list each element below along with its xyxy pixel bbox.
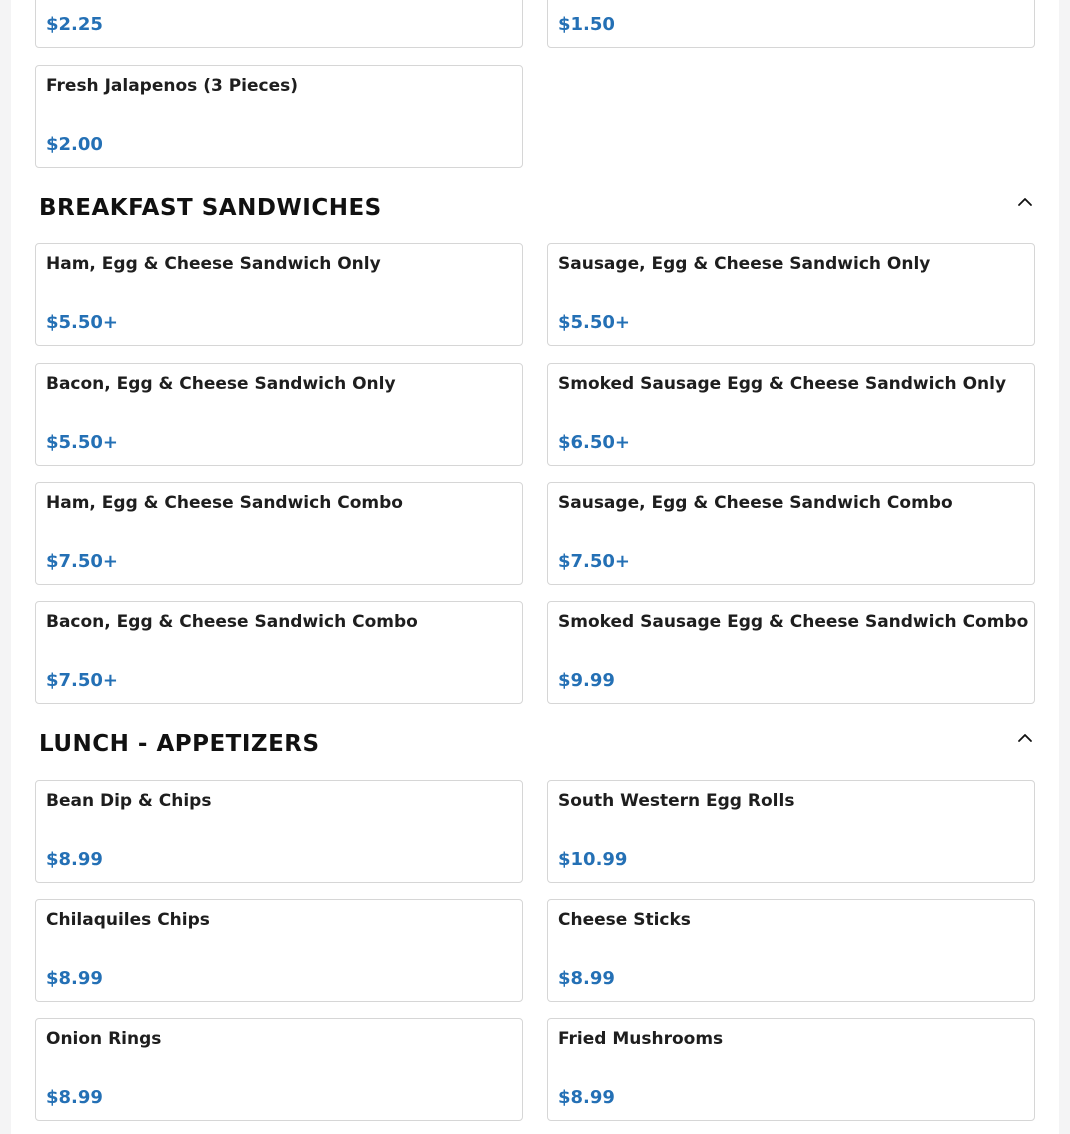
menu-item-name: Cheese Sticks	[558, 910, 691, 930]
menu-item-name: Smoked Sausage Egg & Cheese Sandwich Combo	[558, 612, 1029, 632]
menu-item-price: $7.50+	[46, 551, 119, 572]
menu-item-price: $9.99	[558, 670, 615, 691]
section-title: LUNCH - APPETIZERS	[39, 731, 320, 757]
chevron-up-icon	[1017, 733, 1033, 743]
menu-item-price: $7.50+	[46, 670, 119, 691]
menu-item-card[interactable]	[35, 899, 523, 1002]
menu-item-price: $8.99	[46, 968, 103, 989]
menu-item-name: Fried Mushrooms	[558, 1029, 724, 1049]
menu-item-name: Ham, Egg & Cheese Sandwich Only	[46, 254, 381, 274]
menu-item-name: Ham, Egg & Cheese Sandwich Combo	[46, 493, 403, 513]
menu-item-card[interactable]	[547, 363, 1035, 466]
menu-item-card[interactable]	[35, 601, 523, 704]
menu-item-name: Sausage, Egg & Cheese Sandwich Only	[558, 254, 931, 274]
section-collapse-button[interactable]	[1014, 727, 1036, 749]
menu-item-price: $5.50+	[46, 312, 119, 333]
menu-item-name: Onion Rings	[46, 1029, 162, 1049]
menu-item-price: $8.99	[46, 1087, 103, 1108]
menu-item-price: $2.25	[46, 14, 103, 35]
menu-item-card[interactable]	[35, 0, 523, 48]
menu-item-price: $1.50	[558, 14, 615, 35]
menu-item-card[interactable]	[35, 65, 523, 168]
menu-item-card[interactable]	[547, 601, 1035, 704]
menu-item-name: Smoked Sausage Egg & Cheese Sandwich Only	[558, 374, 1007, 394]
menu-item-price: $8.99	[46, 849, 103, 870]
menu-item-price: $6.50+	[558, 432, 631, 453]
menu-item-name: Sausage, Egg & Cheese Sandwich Combo	[558, 493, 953, 513]
menu-item-name: Bacon, Egg & Cheese Sandwich Only	[46, 374, 396, 394]
menu-item-name: Fresh Jalapenos (3 Pieces)	[46, 76, 299, 96]
menu-item-name: South Western Egg Rolls	[558, 791, 795, 811]
menu-item-card[interactable]	[547, 1018, 1035, 1121]
menu-item-price: $8.99	[558, 968, 615, 989]
chevron-up-icon	[1017, 197, 1033, 207]
section-title: BREAKFAST SANDWICHES	[39, 195, 382, 221]
menu-page	[11, 0, 1059, 1134]
menu-item-price: $8.99	[558, 1087, 615, 1108]
menu-item-price: $7.50+	[558, 551, 631, 572]
menu-item-name: Bean Dip & Chips	[46, 791, 212, 811]
menu-item-card[interactable]	[35, 780, 523, 883]
menu-item-price: $5.50+	[46, 432, 119, 453]
menu-item-price: $2.00	[46, 134, 103, 155]
menu-item-card[interactable]	[547, 482, 1035, 585]
menu-item-card[interactable]	[35, 482, 523, 585]
menu-item-card[interactable]	[547, 243, 1035, 346]
menu-item-name: Bacon, Egg & Cheese Sandwich Combo	[46, 612, 418, 632]
menu-item-card[interactable]	[547, 899, 1035, 1002]
menu-item-card[interactable]	[547, 780, 1035, 883]
menu-item-card[interactable]	[547, 0, 1035, 48]
menu-item-price: $10.99	[558, 849, 628, 870]
section-collapse-button[interactable]	[1014, 191, 1036, 213]
menu-item-card[interactable]	[35, 243, 523, 346]
menu-item-name: Chilaquiles Chips	[46, 910, 210, 930]
menu-item-price: $5.50+	[558, 312, 631, 333]
menu-item-card[interactable]	[35, 363, 523, 466]
menu-item-card[interactable]	[35, 1018, 523, 1121]
